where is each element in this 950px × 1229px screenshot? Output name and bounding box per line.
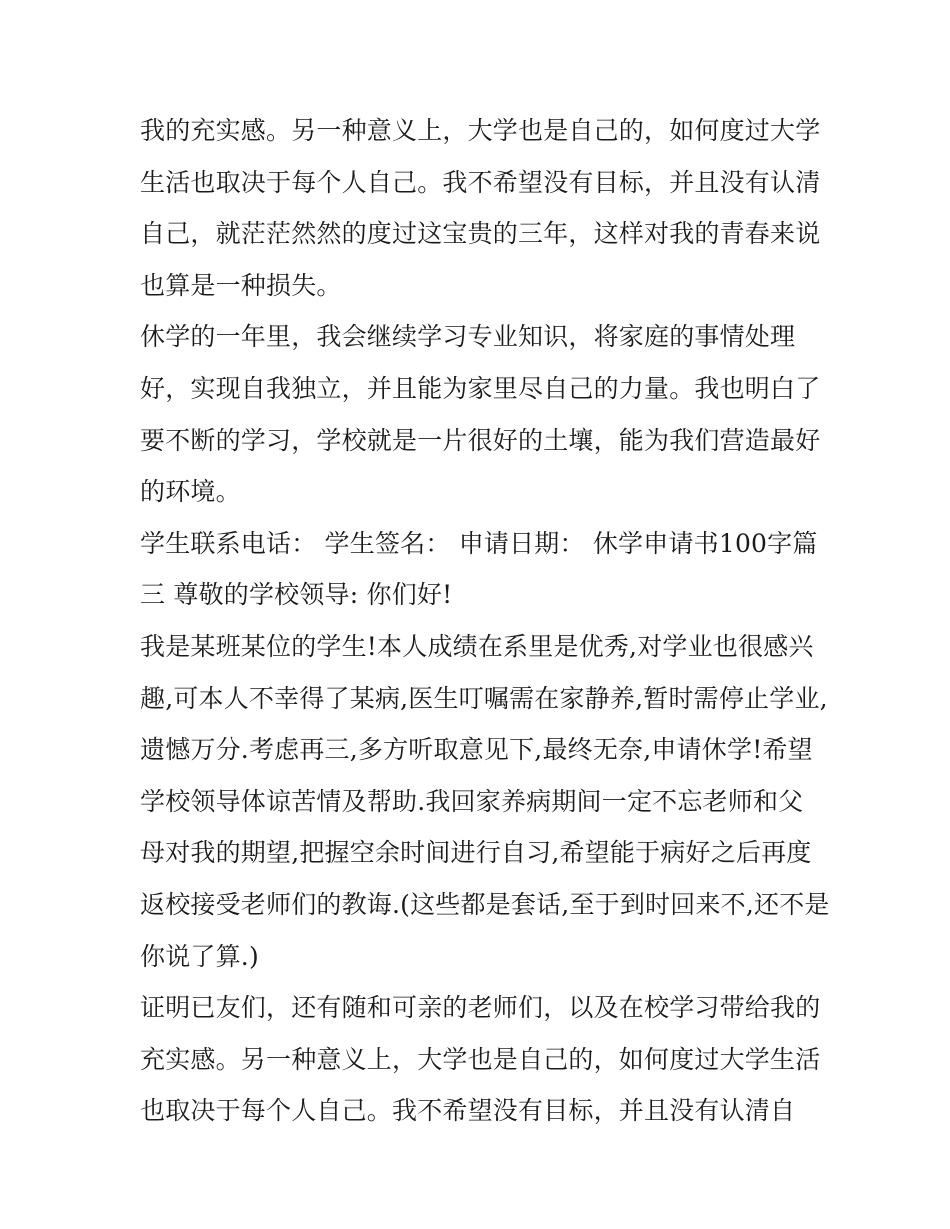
- signature-fields-line: 学生联系电话： 学生签名： 申请日期： 休学申请书100字篇: [140, 528, 818, 558]
- text-line: 要不断的学习，学校就是一片很好的土壤，能为我们营造最好: [140, 425, 821, 455]
- document-body: [140, 105, 830, 1137]
- text-line: 你说了算.): [140, 941, 259, 971]
- text-line: 学校领导体谅苦情及帮助.我回家养病期间一定不忘老师和父: [140, 786, 804, 816]
- text-line: 母对我的期望,把握空余时间进行自习,希望能于病好之后再度: [140, 838, 812, 868]
- text-line: 返校接受老师们的教诲.(这些都是套话,至于到时回来不,还不是: [140, 889, 830, 919]
- section-heading-line: 三 尊敬的学校领导: 你们好!: [140, 580, 453, 610]
- text-line: 趣,可本人不幸得了某病,医生叮嘱需在家静养,暂时需停止学业,: [140, 683, 828, 713]
- text-line: 遗憾万分.考虑再三,多方听取意见下,最终无奈,申请休学!希望: [140, 735, 813, 765]
- text-line: 也取决于每个人自己。我不希望没有目标，并且没有认清自: [140, 1096, 796, 1126]
- text-line: 充实感。另一种意义上，大学也是自己的，如何度过大学生活: [140, 1044, 821, 1074]
- text-line: 生活也取决于每个人自己。我不希望没有目标，并且没有认清: [140, 167, 821, 197]
- text-line: 也算是一种损失。: [140, 270, 342, 300]
- text-line: 我是某班某位的学生!本人成绩在系里是优秀,对学业也很感兴: [140, 631, 814, 661]
- text-line: 证明已友们，还有随和可亲的老师们，以及在校学习带给我的: [140, 993, 821, 1023]
- text-line: 自己，就茫茫然然的度过这宝贵的三年，这样对我的青春来说: [140, 219, 821, 249]
- text-line: 休学的一年里，我会继续学习专业知识，将家庭的事情处理: [140, 322, 796, 352]
- text-line: 我的充实感。另一种意义上，大学也是自己的，如何度过大学: [140, 116, 821, 145]
- text-line: 的环境。: [140, 477, 241, 507]
- text-line: 好，实现自我独立，并且能为家里尽自己的力量。我也明白了: [140, 373, 821, 403]
